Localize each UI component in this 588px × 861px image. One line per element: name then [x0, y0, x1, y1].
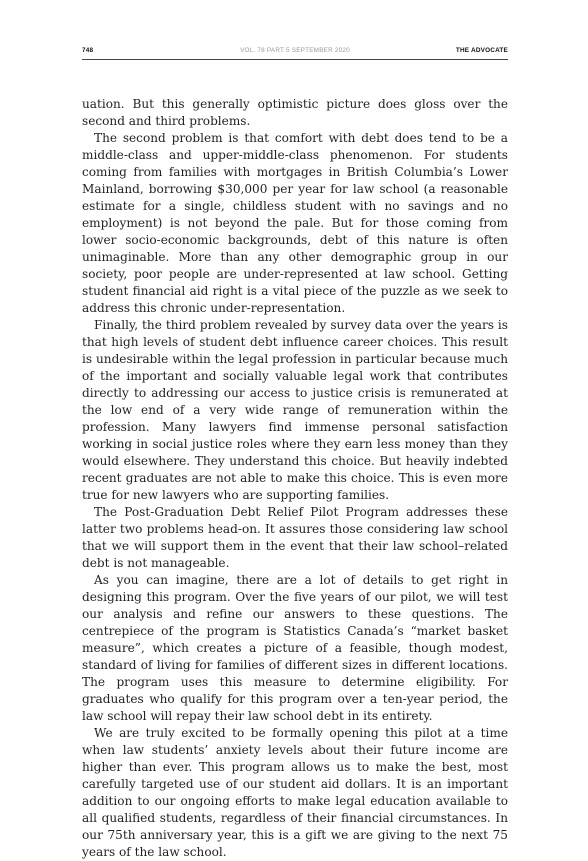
volume-info: VOL. 78 PART 5 SEPTEMBER 2020 [240, 47, 350, 54]
running-header [82, 44, 508, 60]
paragraph-pilot-program: The Post-Graduation Debt Relief Pilot Program addresses these latter two problems head-on. It assures those considering law school that we will support them in the event that their law school–related debt is not manageable. [82, 505, 508, 570]
paragraph-conclusion: We are truly excited to be formally opening this pilot at a time when law students’ anxiety levels about their future income are higher than ever. This program allows us to make the best, most carefully targeted use of our student aid dollars. It is an important addition to our ongoing efforts to make legal education available to all qualified students, regardless of their financial circumstances. In our 75th anniversary year, this is a gift we are giving to the next 75 years of the law school. [82, 726, 508, 859]
paragraph-program-design: As you can imagine, there are a lot of details to get right in designing this program. Over the five years of our pilot, we will test our analysis and refine our answers to these questions. The centrepiece of the program is Statistics Canada’s “market basket measure”, which creates a picture of a feasible, though modest, standard of living for families of different sizes in different locations. The program uses this measure to determine eligibility. For graduates who qualify for this program over a ten-year period, the law school will repay their law school debt in its entirety. [82, 573, 508, 723]
page-number: 748 [82, 47, 94, 54]
journal-name: THE ADVOCATE [455, 47, 508, 54]
paragraph-third-problem: Finally, the third problem revealed by survey data over the years is that high levels of student debt influence career choices. This result is undesirable within the legal profession in particular because much of the important and socially valuable legal work that contributes directly to addressing our access to justice crisis is remunerated at the low end of a very wide range of remuneration within the profession. Many lawyers find immense personal satisfaction working in social justice roles where they earn less money than they would elsewhere. They understand this choice. But heavily indebted recent graduates are not able to make this choice. This is even more true for new lawyers who are supporting families. [82, 318, 508, 502]
paragraph-second-problem: The second problem is that comfort with debt does tend to be a middle-class and upper-middle-class phenomenon. For students coming from families with mortgages in British Columbia’s Lower Mainland, borrowing $30,000 per year for law school (a reasonable estimate for a single, childless student with no savings and no employment) is not beyond the pale. But for those coming from lower socio-economic backgrounds, debt of this nature is often unimaginable. More than any other demographic group in our society, poor people are under-represented at law school. Getting student financial aid right is a vital piece of the puzzle as we seek to address this chronic under-representation. [82, 131, 508, 315]
paragraph-continued: uation. But this generally optimistic picture does gloss over the second and third problems. [82, 97, 508, 128]
article-body [82, 96, 508, 861]
